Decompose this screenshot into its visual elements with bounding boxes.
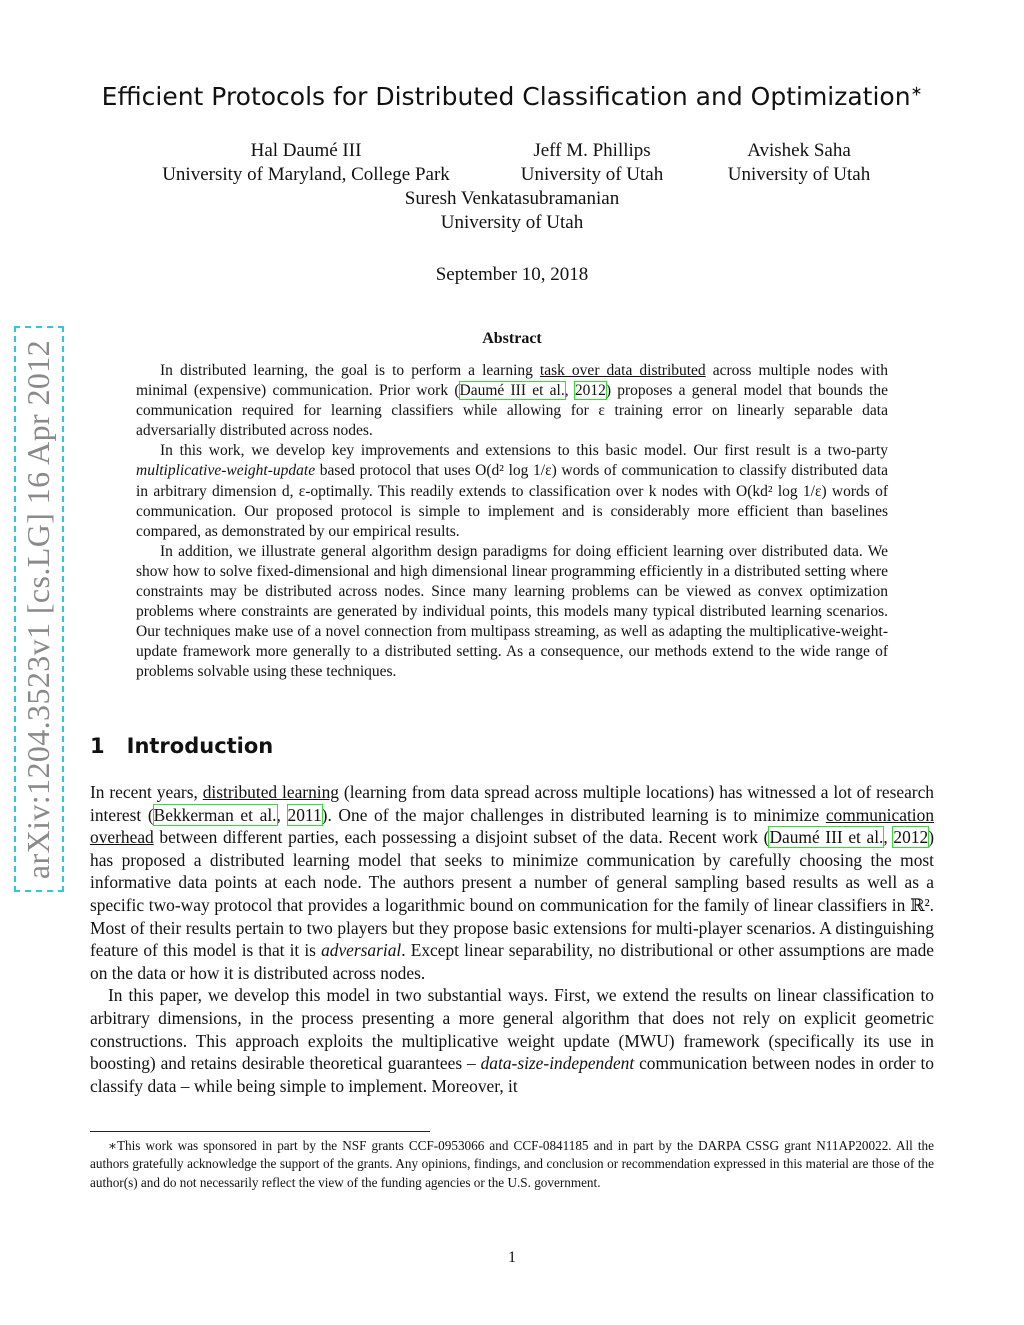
author-name: Suresh Venkatasubramanian <box>404 188 620 209</box>
author-block <box>492 139 692 187</box>
abstract-text: task over data distributed <box>539 362 706 379</box>
section-number: 1 <box>90 734 105 758</box>
abstract-body <box>136 361 888 683</box>
body-text: distributed learning <box>202 782 340 802</box>
body-text: between different parties, each possessing a disjoint subset of the data. Recent work ( <box>153 827 770 848</box>
abstract-paragraph <box>136 441 888 541</box>
abstract-paragraph <box>136 361 888 441</box>
citation-link[interactable]: 2012 <box>574 382 606 400</box>
abstract-text: based protocol that uses O(d² log 1/ε) words of communication to classify distributed data in arbitrary dimension d, ε-optimally. This readily extends to classification over k nodes with O(kd² log 1/ε) words of communication. Our proposed protocol is simple to implement and is considerably more efficient than baselines compared, as demonstrated by our empirical results. <box>136 462 888 540</box>
arxiv-stamp[interactable] <box>14 326 64 892</box>
body-text: ). One of the major challenges in distributed learning is to minimize <box>321 804 826 825</box>
abstract-text: ) proposes a general model that bounds the communication required for learning classifiers while allowing for ε training error on linearly separable data adversarially distributed across nodes. <box>136 382 888 440</box>
title-footnote-mark[interactable]: ∗ <box>910 83 923 100</box>
author-block <box>130 139 482 187</box>
paper-date: September 10, 2018 <box>435 264 589 285</box>
citation-link[interactable]: Daumé III et al. <box>459 382 565 400</box>
footnote-divider <box>90 1131 430 1132</box>
intro-body <box>90 781 934 1097</box>
abstract-text: across multiple nodes with minimal (expensive) communication. Prior work ( <box>136 362 888 400</box>
body-text: . Except linear separability, no distributional or other assumptions are made on the data or how it is distributed across nodes. <box>90 940 935 983</box>
author-affiliation: University of Utah <box>520 164 664 185</box>
citation-link[interactable]: Daumé III et al. <box>769 827 884 848</box>
citation-link[interactable]: Bekkerman et al. <box>153 804 277 825</box>
page-number: 1 <box>508 1249 516 1266</box>
author-affiliation: University of Maryland, College Park <box>162 164 450 185</box>
author-block <box>705 139 893 187</box>
body-text: In recent years, <box>90 782 203 802</box>
footnote-text: ∗This work was sponsored in part by the NSF grants CCF-0953066 and CCF-0841185 and in part by the DARPA CSSG grant N11AP20022. All the authors gratefully acknowledge the support of the grants. Any opinions, findings, and conclusion or recommendation expressed in this material are those of the author(s) and do not necessarily reflect the view of the funding agencies or the U.S. government. <box>90 1138 934 1190</box>
author-affiliation: University of Utah <box>727 164 871 185</box>
body-paragraph <box>90 984 934 1097</box>
citation-link[interactable]: 2011 <box>287 804 322 825</box>
body-emphasis: adversarial <box>321 940 402 961</box>
author-name: Jeff M. Phillips <box>533 140 651 161</box>
abstract-text: In distributed learning, the goal is to perform a learning <box>160 362 540 379</box>
section-title: Introduction <box>126 734 274 758</box>
abstract-text: , <box>564 382 575 400</box>
citation-link[interactable]: 2012 <box>893 827 929 848</box>
body-text: , <box>276 804 288 825</box>
author-name: Avishek Saha <box>747 140 851 161</box>
paper-title-text: Efficient Protocols for Distributed Classification and Optimization <box>101 82 911 111</box>
author-block <box>362 187 662 235</box>
section-heading <box>90 734 273 758</box>
author-name: Hal Daumé III <box>250 140 362 161</box>
paper-title <box>0 82 1024 111</box>
body-text: , <box>883 827 894 848</box>
abstract-heading: Abstract <box>482 330 542 347</box>
arxiv-stamp-text: arXiv:1204.3523v1 [cs.LG] 16 Apr 2012 <box>20 339 57 879</box>
abstract-text: In this work, we develop key improvements and extensions to this basic model. Our first result is a two-party <box>160 442 888 460</box>
body-text: ) has proposed a distributed learning model that seeks to minimize communication by carefully choosing the most informative data points at each node. The authors present a number of general sampling based results as well as a specific two-way protocol that provides a logarithmic bound on communication for the family of linear classifiers in ℝ². Most of their results pertain to two players but they propose basic extensions for multi-player scenarios. A distinguishing feature of this model is that it is <box>90 827 934 961</box>
body-text: (learning from data spread across multiple locations) has witnessed a lot of research interest ( <box>90 782 935 825</box>
author-affiliation: University of Utah <box>440 212 584 233</box>
body-text: communication between nodes in order to classify data – while being simple to implement. Moreover, it <box>90 1053 934 1096</box>
body-text: In this paper, we develop this model in two substantial ways. First, we extend the results on linear classification to arbitrary dimensions, in the process presenting a more general algorithm that does not rely on explicit geometric constructions. This approach exploits the multiplicative weight update (MWU) framework (specifically its use in boosting) and retains desirable theoretical guarantees – <box>90 985 934 1074</box>
footnote <box>90 1137 934 1192</box>
abstract-emphasis: multiplicative-weight-update <box>136 462 316 480</box>
abstract-paragraph: In addition, we illustrate general algorithm design paradigms for doing efficient learning over distributed data. We show how to solve fixed-dimensional and high dimensional linear programming efficiently in a distributed setting where constraints may be distributed across nodes. Since many learning problems can be viewed as convex optimization problems where constraints are generated by individual points, this models many typical distributed learning scenarios. Our techniques make use of a novel connection from multipass streaming, as well as adapting the multiplicative-weight-update framework more generally to a distributed setting. As a consequence, our methods extend to the wide range of problems solvable using these techniques. <box>136 542 888 681</box>
body-emphasis: data-size-independent <box>480 1053 635 1074</box>
body-text: communication overhead <box>90 804 935 848</box>
body-paragraph <box>90 781 934 984</box>
